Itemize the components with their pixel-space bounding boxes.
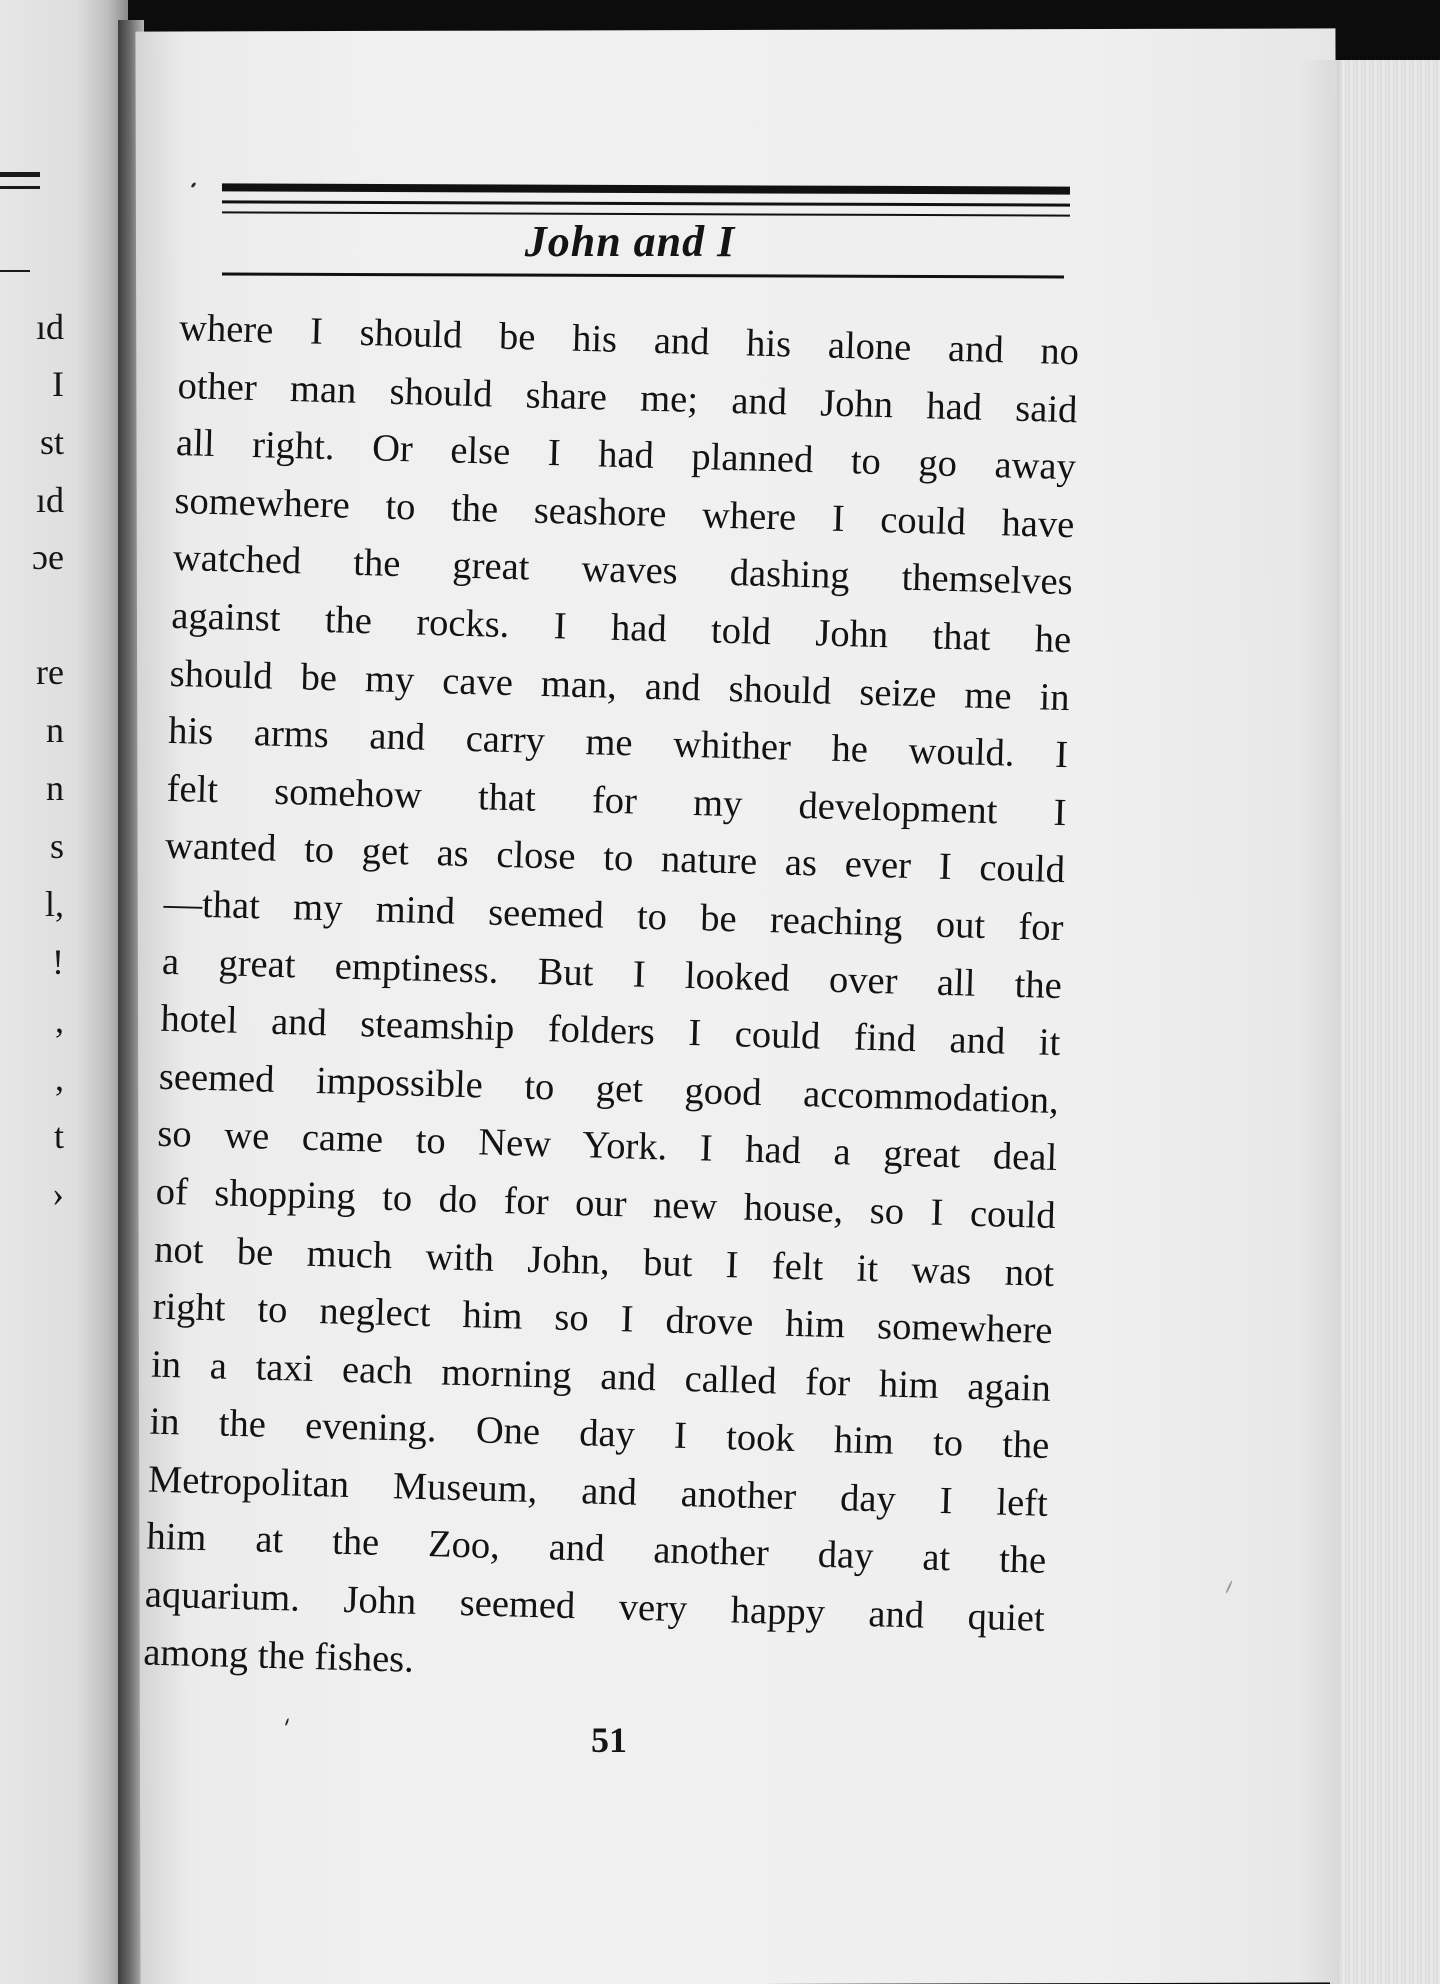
text-line: in the evening. One day I took him to the (149, 1400, 1050, 1468)
previous-page-fragment: ! (52, 942, 64, 982)
previous-page-fragment: st (39, 422, 64, 462)
previous-page-rule (0, 270, 30, 272)
previous-page-fragment: l, (44, 884, 64, 924)
text-line: felt somehow that for my development I (166, 767, 1068, 834)
previous-page-fragment: ıd (35, 307, 64, 347)
previous-page-fragment: ɔe (32, 537, 64, 577)
previous-page-fragment: ıd (35, 480, 64, 520)
previous-page-rule (0, 172, 40, 177)
text-line: right to neglect him so I drove him somewhere (152, 1285, 1053, 1353)
text-line: where I should be his and his alone and no (178, 306, 1080, 374)
text-line: among the fishes. (142, 1631, 415, 1681)
text-line: him at the Zoo, and another day at the (145, 1516, 1047, 1583)
previous-page-fragment: , (55, 1058, 64, 1098)
text-line: somewhere to the seashore where I could have (174, 479, 1075, 547)
text-line: watched the great waves dashing themselves (172, 537, 1074, 604)
previous-page-fragment: n (46, 768, 64, 808)
previous-page-fragment: t (53, 1116, 64, 1156)
text-line: hotel and steamship folders I could find and it (159, 997, 1061, 1065)
text-line: not be much with John, but I felt it was not (153, 1228, 1055, 1295)
text-line: in a taxi each morning and called for him again (150, 1343, 1052, 1410)
previous-page-fragment: I (52, 364, 64, 404)
text-line: —that my mind seemed to be reaching out for (163, 882, 1064, 950)
previous-page-edge (0, 0, 128, 1984)
text-line: other man should share me; and John had said (177, 364, 1078, 431)
text-line: Metropolitan Museum, and another day I left (147, 1458, 1049, 1525)
text-line: wanted to get as close to nature as ever I could (164, 825, 1066, 892)
text-line: of shopping to do for our new house, so I could (155, 1170, 1057, 1237)
text-line: a great emptiness. But I looked over all the (161, 940, 1063, 1007)
text-line: should be my cave man, and should seize me in (169, 652, 1071, 719)
previous-page-fragment: n (46, 710, 64, 750)
text-line: seemed impossible to get good accommodation, (158, 1055, 1060, 1122)
page-block-edge (1330, 60, 1440, 1984)
previous-page-fragment: re (36, 652, 64, 692)
text-line: against the rocks. I had told John that he (170, 594, 1072, 662)
running-head: John and I (524, 217, 736, 266)
previous-page-fragment: s (49, 826, 64, 866)
text-line: so we came to New York. I had a great deal (156, 1113, 1058, 1180)
text-line: all right. Or else I had planned to go away (175, 422, 1077, 489)
page-shade (1300, 60, 1340, 1984)
body-text (143, 300, 1080, 1706)
previous-page-fragment: › (52, 1174, 64, 1214)
text-line: his arms and carry me whither he would. I (167, 710, 1069, 777)
previous-page-rule (0, 186, 40, 189)
page-number: 51 (591, 1720, 627, 1760)
text-line: aquarium. John seemed very happy and quiet (144, 1573, 1046, 1640)
previous-page-fragment: , (55, 1000, 64, 1040)
